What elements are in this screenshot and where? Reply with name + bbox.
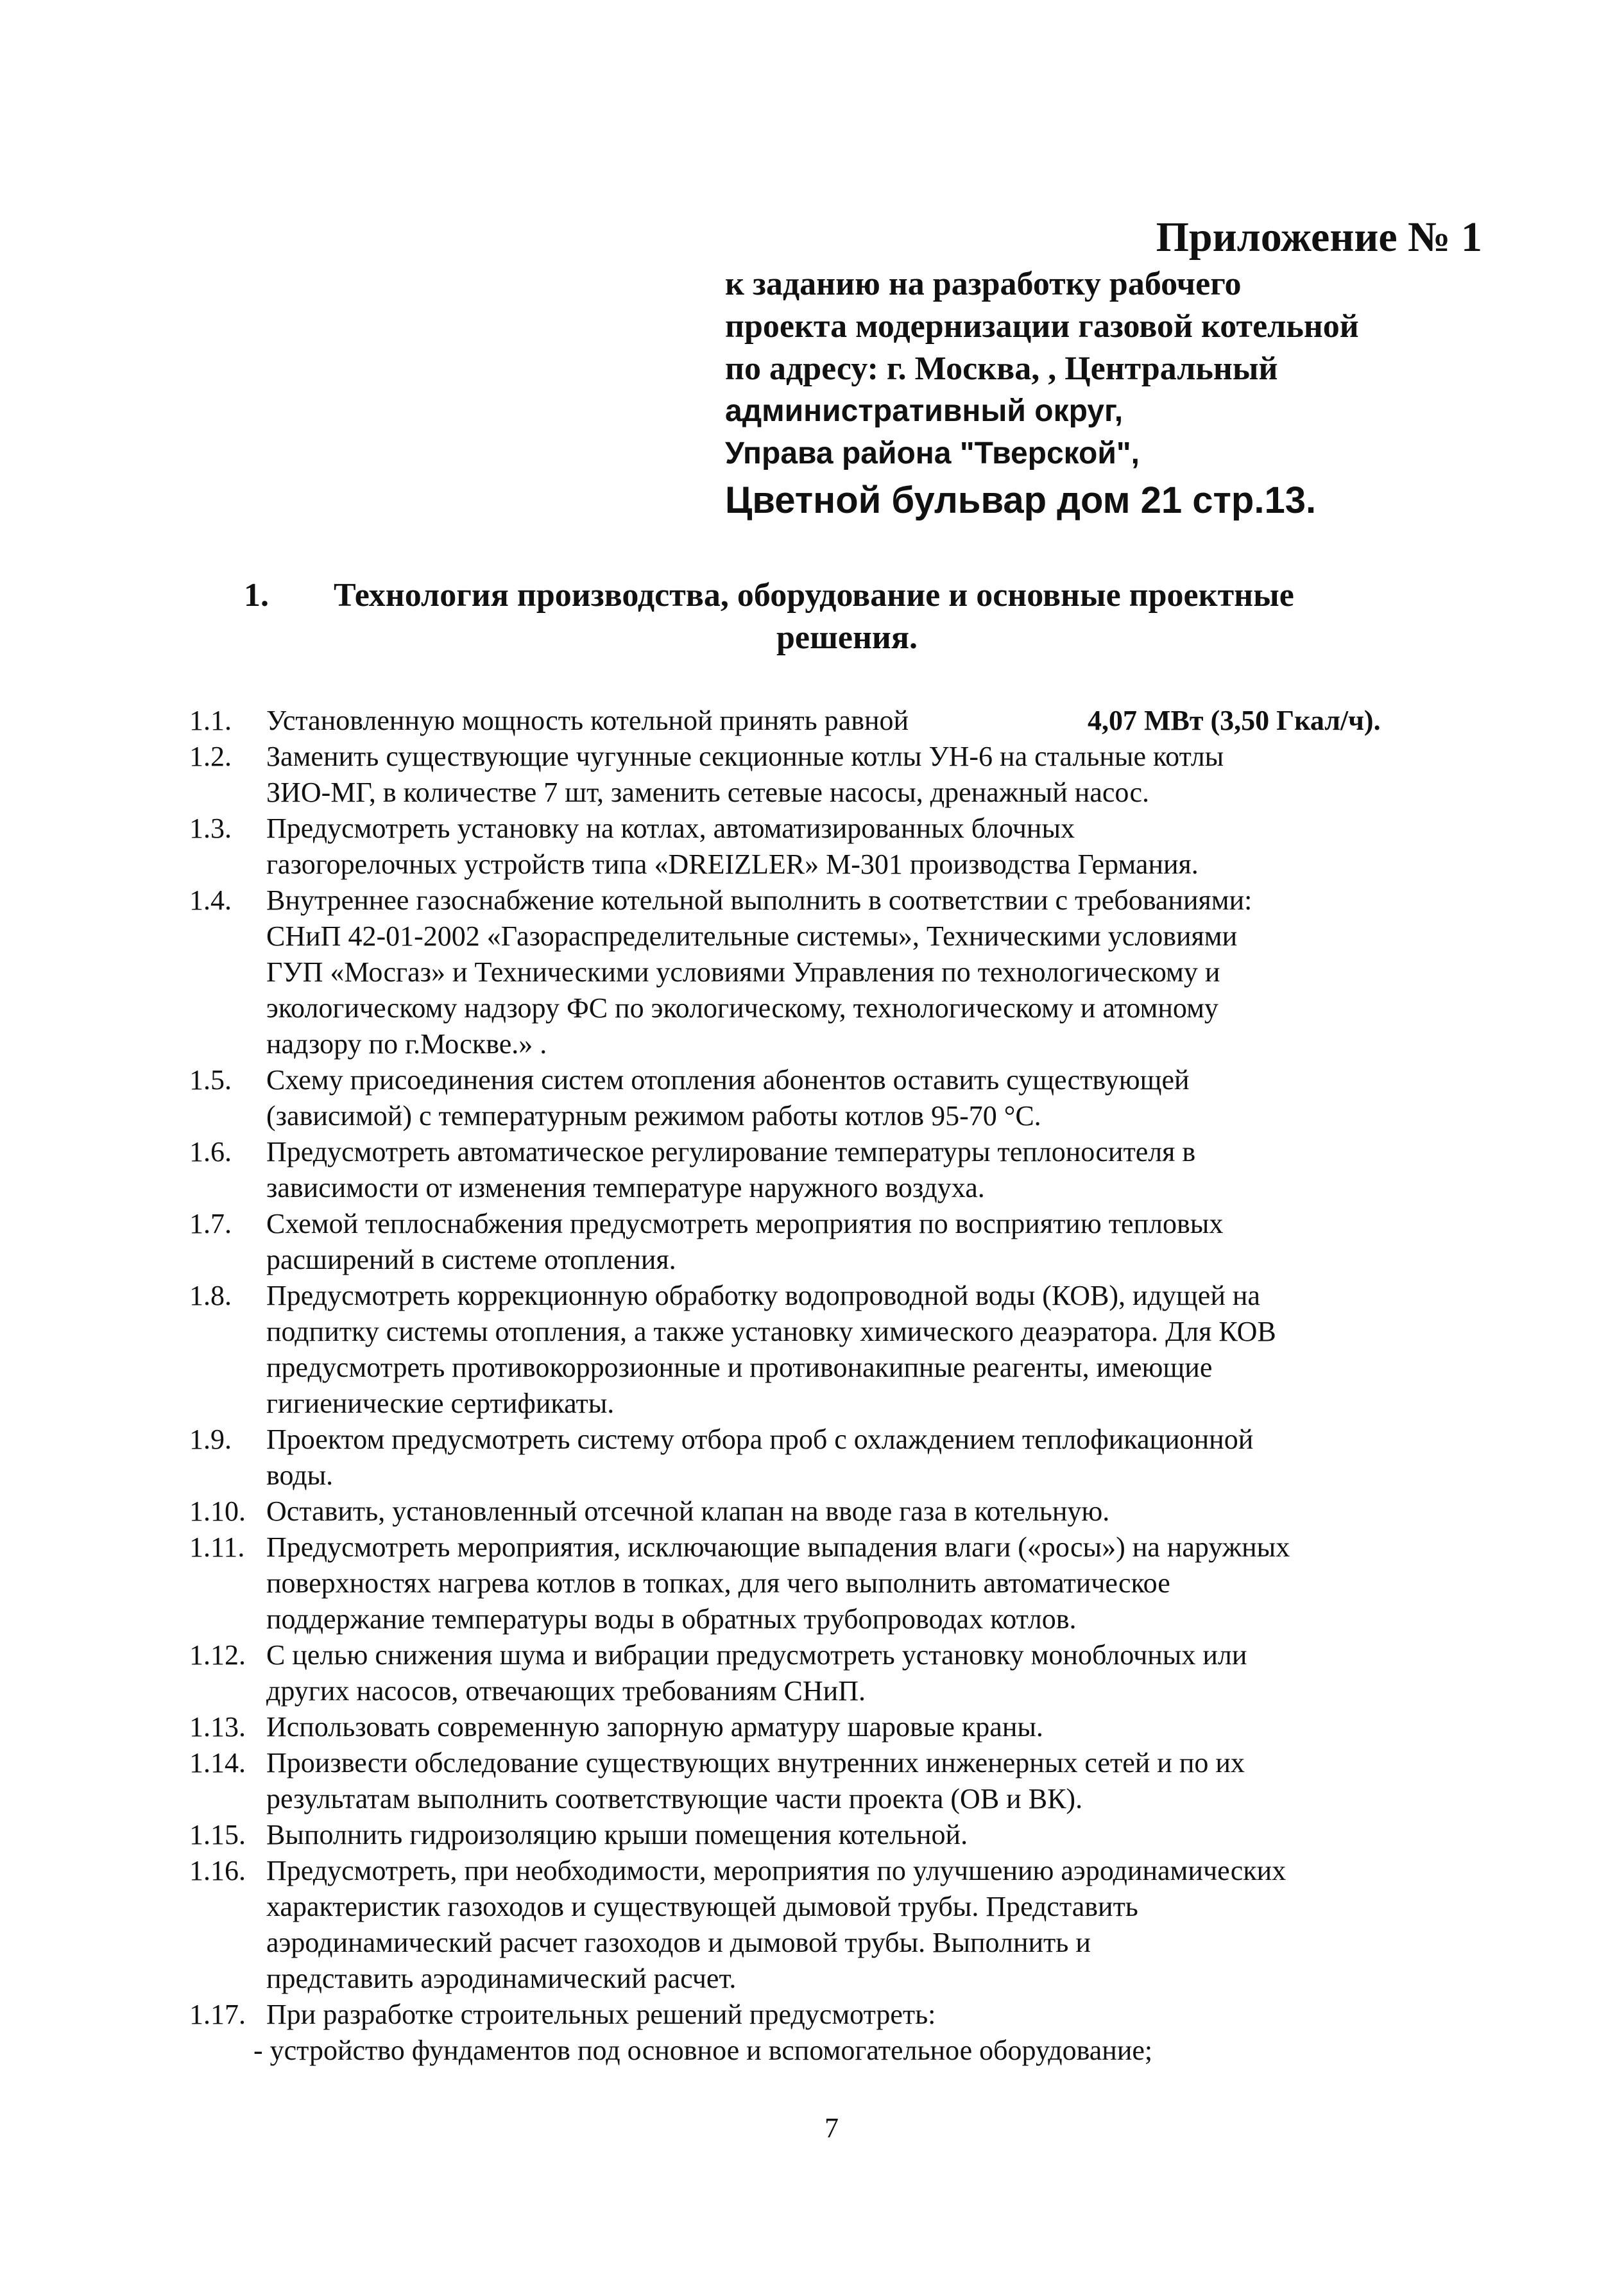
dash-item: - устройство фундаментов под основное и вспомогательное оборудование; [253, 2035, 1153, 2066]
list-item [189, 1637, 1479, 1709]
item-text-line: Использовать современную запорную арматуру шаровые краны. [266, 1711, 1043, 1743]
appendix-address: Цветной бульвар дом 21 стр.13. [725, 479, 1317, 521]
item-text-line: других насосов, отвечающих требованиям СНиП. [266, 1675, 866, 1707]
list-item [189, 1709, 1479, 1745]
item-text-line: ЗИО-МГ, в количестве 7 шт, заменить сетевые насосы, дренажный насос. [266, 777, 1150, 808]
item-text-line: поверхностях нагрева котлов в топках, для чего выполнить автоматическое [266, 1567, 1170, 1599]
item-text-line: расширений в системе отопления. [266, 1244, 676, 1275]
item-text-line: воды. [266, 1460, 334, 1491]
item-text-line: Проектом предусмотреть систему отбора проб с охлаждением теплофикационной [266, 1424, 1254, 1455]
item-text-line: зависимости от изменения температуре наружного воздуха. [266, 1172, 985, 1203]
item-text-line: гигиенические сертификаты. [266, 1388, 615, 1419]
item-number: 1.5. [189, 1064, 232, 1096]
appendix-line: по адресу: г. Москва, , Центральный [725, 350, 1278, 387]
item-text-line: Произвести обследование существующих внутренних инженерных сетей и по их [266, 1747, 1245, 1779]
item-number: 1.13. [189, 1711, 246, 1743]
list-item [189, 1745, 1479, 1817]
list-item [189, 1817, 1479, 1853]
section-title-line: решения. [776, 619, 918, 656]
item-text-line: Предусмотреть автоматическое регулирование температуры теплоносителя в [266, 1136, 1196, 1167]
item-text-line: Предусмотреть мероприятия, исключающие выпадения влаги («росы») на наружных [266, 1531, 1290, 1563]
item-text-line: Предусмотреть коррекционную обработку водопроводной воды (КОВ), идущей на [266, 1280, 1260, 1311]
item-text-line: характеристик газоходов и существующей дымовой трубы. Представить [266, 1891, 1138, 1922]
item-text-line: аэродинамический расчет газоходов и дымовой трубы. Выполнить и [266, 1927, 1091, 1958]
item-number: 1.17. [189, 1999, 246, 2030]
section-number: 1. [244, 577, 269, 614]
list-item [189, 1529, 1479, 1637]
item-number: 1.4. [189, 884, 232, 916]
item-number: 1.3. [189, 813, 232, 844]
list-item [189, 1206, 1479, 1278]
item-text-line: Внутреннее газоснабжение котельной выполнить в соответствии с требованиями: [266, 884, 1252, 916]
appendix-line: Управа района "Тверской", [725, 436, 1140, 470]
section-heading [244, 574, 1450, 659]
item-text-line: Оставить, установленный отсечной клапан на вводе газа в котельную. [266, 1495, 1110, 1527]
item-text-line: 4,07 МВт (3,50 Гкал/ч). [1088, 705, 1381, 736]
item-number: 1.2. [189, 741, 232, 772]
item-text-line: СНиП 42-01-2002 «Газораспределительные системы», Техническими условиями [266, 920, 1238, 952]
item-text-line: Схемой теплоснабжения предусмотреть мероприятия по восприятию тепловых [266, 1208, 1224, 1239]
list-item [189, 1853, 1479, 1997]
item-number: 1.8. [189, 1280, 232, 1311]
item-text-line: Заменить существующие чугунные секционные котлы УН-6 на стальные котлы [266, 741, 1224, 772]
list-item [189, 1494, 1479, 1529]
item-number: 1.6. [189, 1136, 232, 1167]
items-list [189, 703, 1479, 2069]
item-text-line: При разработке строительных решений предусмотреть: [266, 1999, 936, 2030]
item-text-line: Схему присоединения систем отопления абонентов оставить существующей [266, 1064, 1190, 1096]
item-text-line: подпитку системы отопления, а также установку химического деаэратора. Для КОВ [266, 1316, 1276, 1347]
item-number: 1.1. [189, 705, 232, 736]
item-text-line: Установленную мощность котельной принять равной [266, 705, 909, 736]
item-text-line: Выполнить гидроизоляцию крыши помещения котельной. [266, 1819, 968, 1850]
item-text-line: Предусмотреть, при необходимости, мероприятия по улучшению аэродинамических [266, 1855, 1286, 1886]
list-item [189, 1062, 1479, 1134]
item-number: 1.12. [189, 1639, 246, 1671]
appendix-header [725, 212, 1482, 526]
item-number: 1.15. [189, 1819, 246, 1850]
list-item [189, 883, 1479, 1062]
list-item [189, 1134, 1479, 1206]
appendix-line: административный округ, [725, 394, 1124, 428]
item-text-line: предусмотреть противокоррозионные и противонакипные реагенты, имеющие [266, 1352, 1213, 1383]
item-text-line: экологическому надзору ФС по экологическому, технологическому и атомному [266, 992, 1218, 1024]
list-item [189, 1997, 1479, 2033]
item-text-line: представить аэродинамический расчет. [266, 1963, 737, 1994]
list-item [189, 703, 1479, 739]
item-text-line: (зависимой) с температурным режимом работы котлов 95-70 °С. [266, 1100, 1041, 1132]
item-number: 1.14. [189, 1747, 246, 1779]
item-number: 1.10. [189, 1495, 246, 1527]
item-text-line: результатам выполнить соответствующие части проекта (ОВ и ВК). [266, 1783, 1083, 1814]
item-number: 1.16. [189, 1855, 246, 1886]
list-item [189, 811, 1479, 883]
item-number: 1.7. [189, 1208, 232, 1239]
item-number: 1.11. [189, 1531, 245, 1563]
item-text-line: ГУП «Мосгаз» и Техническими условиями Управления по технологическому и [266, 956, 1220, 988]
item-text-line: надзору по г.Москве.» . [266, 1028, 547, 1060]
item-number: 1.9. [189, 1424, 232, 1455]
section-title-line: Технология производства, оборудование и основные проектные [334, 577, 1294, 614]
item-text-line: С целью снижения шума и вибрации предусмотреть установку моноблочных или [266, 1639, 1247, 1671]
item-text-line: газогорелочных устройств типа «DREIZLER» М-301 производства Германия. [266, 848, 1199, 880]
item-text-line: поддержание температуры воды в обратных трубопроводах котлов. [266, 1603, 1077, 1635]
appendix-line: проекта модернизации газовой котельной [725, 308, 1359, 345]
item-text-line: Предусмотреть установку на котлах, автоматизированных блочных [266, 813, 1075, 844]
appendix-title: Приложение № 1 [1156, 214, 1482, 261]
list-item [189, 1422, 1479, 1494]
list-item [189, 1278, 1479, 1422]
page-number: 7 [825, 2112, 839, 2144]
appendix-line: к заданию на разработку рабочего [725, 266, 1242, 302]
list-item [189, 739, 1479, 811]
